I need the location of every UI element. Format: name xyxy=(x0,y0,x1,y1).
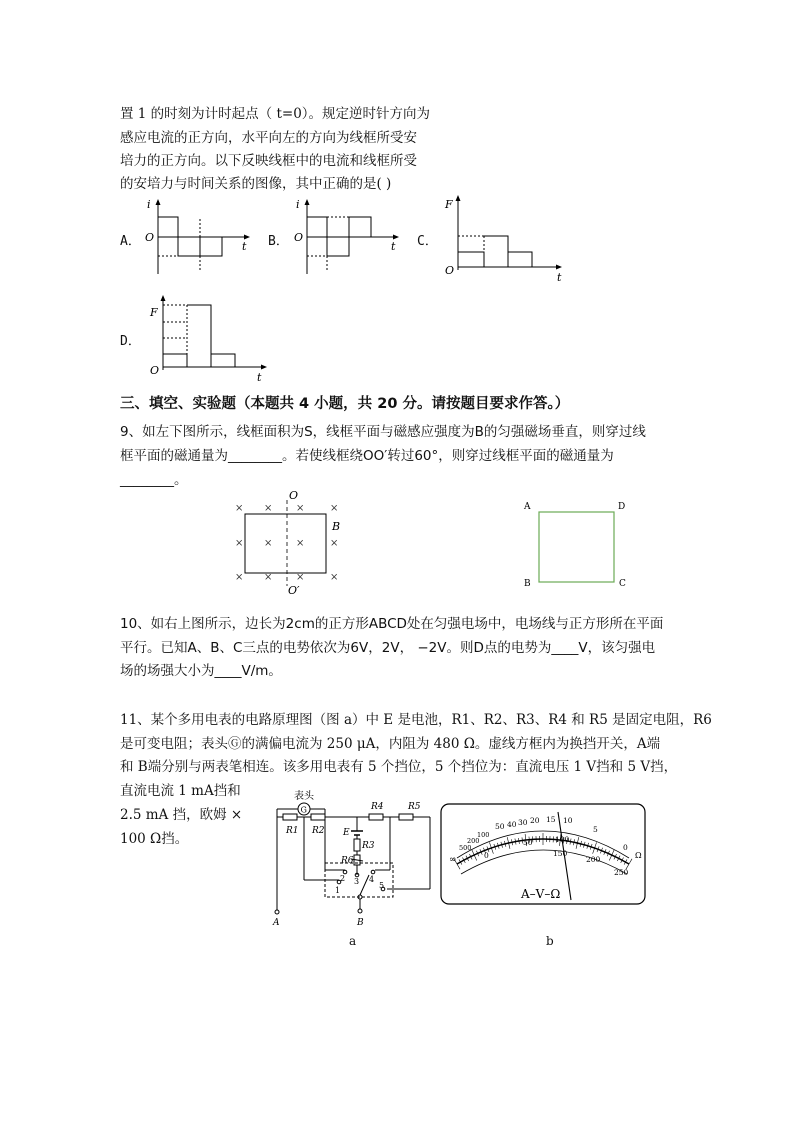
linear-tick-0: 0 xyxy=(484,851,489,860)
square-c-label: C xyxy=(619,579,626,589)
graph-a-ylabel: i xyxy=(147,198,151,211)
caption-a: a xyxy=(349,934,357,948)
graph-d-xlabel: t xyxy=(257,371,262,384)
linear-tick-50: 50 xyxy=(523,838,533,847)
q9-line-3: ________。 xyxy=(120,472,188,488)
svg-text:×: × xyxy=(235,538,244,549)
q8-line-4: 的安培力与时间关系的图像，其中正确的是( ) xyxy=(120,176,392,192)
ohm-tick-5: 5 xyxy=(593,825,598,834)
graph-c-origin: O xyxy=(445,264,455,277)
q11-line-6: 100 Ω挡。 xyxy=(120,831,189,847)
q11-line-4: 直流电流 1 mA挡和 xyxy=(120,783,241,799)
r4-label: R4 xyxy=(371,802,384,812)
svg-text:×: × xyxy=(264,538,273,549)
square-d-label: D xyxy=(618,502,626,512)
switch-pos-1: 1 xyxy=(335,886,341,895)
multimeter-circuit-diagram xyxy=(265,785,440,930)
ohm-tick-30: 30 xyxy=(518,818,528,827)
graph-a xyxy=(138,196,258,280)
svg-text:×: × xyxy=(264,572,273,583)
svg-text:×: × xyxy=(296,538,305,549)
ohm-tick-0: 0 xyxy=(623,843,628,852)
r3-label: R3 xyxy=(362,841,375,851)
infinity-symbol: ∞ xyxy=(449,855,457,865)
switch-pos-2: 2 xyxy=(340,874,346,883)
magnetic-field-figure xyxy=(228,488,358,596)
ohm-tick-20: 20 xyxy=(530,816,540,825)
r5-label: R5 xyxy=(408,802,421,812)
r1-label: R1 xyxy=(286,826,299,836)
r2-label: R2 xyxy=(312,826,325,836)
svg-text:×: × xyxy=(264,503,273,514)
graph-c-xlabel: t xyxy=(557,271,562,284)
ohm-tick-500: 500 xyxy=(459,844,472,852)
graph-a-xlabel: t xyxy=(242,240,247,253)
option-d-label: D． xyxy=(120,334,141,349)
square-b-label: B xyxy=(524,579,531,589)
q11-line-5: 2.5 mA 挡，欧姆 × xyxy=(120,807,243,823)
q11-line-1: 11、某个多用电表的电路原理图（图 a）中 E 是电池，R1、R2、R3、R4 和 R5 是固定电阻，R6 xyxy=(120,712,712,728)
svg-text:×: × xyxy=(330,572,339,583)
field-b-label: B xyxy=(332,520,341,533)
meter-head-label: 表头 xyxy=(294,791,314,802)
axis-o-label: O xyxy=(289,489,299,502)
switch-pos-4: 4 xyxy=(369,875,375,884)
ohm-tick-40: 40 xyxy=(507,820,517,829)
graph-c xyxy=(440,192,570,284)
terminal-b-label: B xyxy=(357,918,364,928)
ohm-tick-15: 15 xyxy=(546,815,556,824)
axis-o-prime-label: O′ xyxy=(288,584,300,596)
graph-b-xlabel: t xyxy=(391,240,396,253)
svg-text:×: × xyxy=(235,572,244,583)
square-a-label: A xyxy=(524,502,531,512)
ohm-symbol: Ω xyxy=(635,851,642,860)
graph-b xyxy=(287,196,407,280)
multimeter-dial xyxy=(437,800,649,908)
switch-pos-3: 3 xyxy=(354,877,360,886)
q11-line-3: 和 B端分别与两表笔相连。该多用电表有 5 个挡位，5 个挡位为：直流电压 1 V挡和 5 V挡， xyxy=(120,759,678,775)
graph-a-origin: O xyxy=(145,231,155,244)
square-abcd-figure xyxy=(515,496,635,592)
graph-c-ylabel: F xyxy=(445,198,453,211)
r6-label: R6 xyxy=(341,856,354,866)
linear-tick-150: 150 xyxy=(553,849,568,858)
q8-line-1: 置 1 的时刻为计时起点（ t=0）。规定逆时针方向为 xyxy=(120,106,431,122)
option-c-label: C． xyxy=(417,234,438,249)
ohm-tick-10: 10 xyxy=(563,816,573,825)
ohm-tick-200: 200 xyxy=(467,837,480,845)
svg-text:×: × xyxy=(330,538,339,549)
graph-b-ylabel: i xyxy=(296,198,300,211)
terminal-a-label: A xyxy=(273,918,280,928)
dial-scale-label: A–V–Ω xyxy=(521,887,561,901)
field-cross: × xyxy=(235,503,244,514)
battery-e-label: E xyxy=(343,828,350,838)
ohm-tick-50: 50 xyxy=(495,822,505,831)
q8-line-3: 培力的正方向。以下反映线框中的电流和线框所受 xyxy=(120,153,417,169)
svg-text:×: × xyxy=(330,503,339,514)
graph-d-origin: O xyxy=(150,364,160,377)
caption-b: b xyxy=(546,934,554,948)
svg-text:×: × xyxy=(296,503,305,514)
q9-line-1: 9、如左下图所示，线框面积为S，线框平面与磁感应强度为B的匀强磁场垂直，则穿过线 xyxy=(120,424,646,440)
option-a-label: A． xyxy=(120,234,141,249)
graph-d-ylabel: F xyxy=(150,306,158,319)
q9-line-2: 框平面的磁通量为________。若使线框绕OO′转过60°，则穿过线框平面的磁通量为 xyxy=(120,448,614,464)
q10-line-3: 场的场强大小为____V/m。 xyxy=(120,663,282,679)
linear-tick-250: 250 xyxy=(614,868,629,877)
graph-b-origin: O xyxy=(294,231,304,244)
switch-pos-5: 5 xyxy=(379,881,385,890)
q11-line-2: 是可变电阻；表头Ⓖ的满偏电流为 250 μA，内阻为 480 Ω。虚线方框内为换挡开关，A端 xyxy=(120,736,661,752)
q8-line-2: 感应电流的正方向，水平向左的方向为线框所受安 xyxy=(120,130,417,146)
ohm-tick-100: 100 xyxy=(477,831,490,839)
linear-tick-100: 100 xyxy=(555,835,570,844)
q10-line-1: 10、如右上图所示，边长为2cm的正方形ABCD处在匀强电场中，电场线与正方形所在平面 xyxy=(120,616,664,632)
svg-text:×: × xyxy=(296,572,305,583)
section-3-heading: 三、填空、实验题（本题共 4 小题，共 20 分。请按题目要求作答。） xyxy=(120,396,570,412)
option-b-label: B． xyxy=(268,234,289,249)
galvanometer-symbol: G xyxy=(300,805,307,815)
linear-tick-200: 200 xyxy=(586,855,601,864)
graph-d xyxy=(145,292,275,384)
q10-line-2: 平行。已知A、B、C三点的电势依次为6V，2V， −2V。则D点的电势为____V，该匀强电 xyxy=(120,640,656,656)
